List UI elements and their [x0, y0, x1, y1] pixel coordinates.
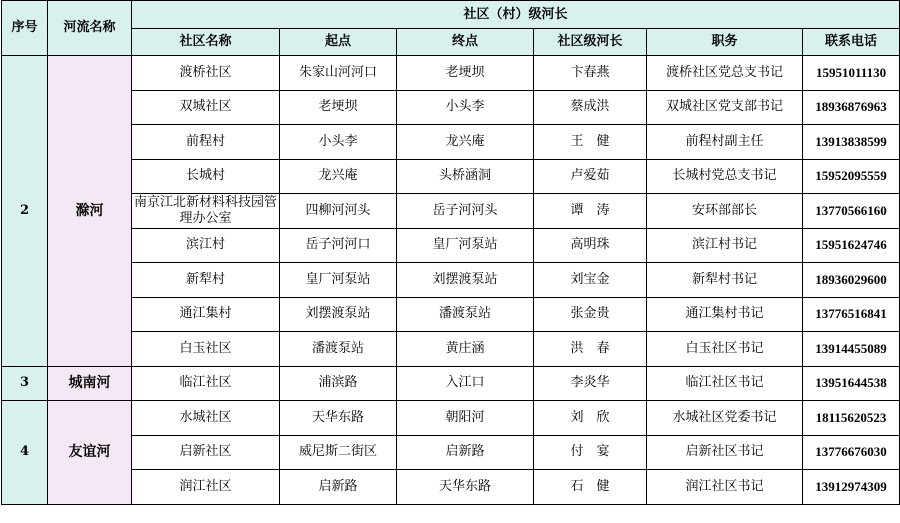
- table-row: [2, 297, 900, 332]
- cell-phone: 13951644538: [803, 366, 900, 401]
- table-row: [2, 470, 900, 505]
- cell-chief: 蔡成洪: [534, 90, 647, 125]
- cell-phone: 13776516841: [803, 297, 900, 332]
- table-row: [2, 56, 900, 91]
- cell-chief: 张金贵: [534, 297, 647, 332]
- cell-community: 新犁村: [132, 263, 280, 298]
- cell-end: 天华东路: [397, 470, 534, 505]
- cell-community: 水城社区: [132, 401, 280, 436]
- cell-end: 入江口: [397, 366, 534, 401]
- cell-phone: 15952095559: [803, 159, 900, 194]
- cell-community: 润江社区: [132, 470, 280, 505]
- row-index: 4: [2, 401, 48, 505]
- header-phone: 联系电话: [803, 29, 900, 56]
- cell-start: 皇厂河泵站: [280, 263, 397, 298]
- cell-start: 龙兴庵: [280, 159, 397, 194]
- cell-phone: 18115620523: [803, 401, 900, 436]
- cell-position: 长城村党总支书记: [647, 159, 803, 194]
- river-name: 滁河: [48, 56, 132, 367]
- cell-position: 滨江村书记: [647, 228, 803, 263]
- cell-phone: 15951624746: [803, 228, 900, 263]
- cell-start: 小头李: [280, 125, 397, 160]
- cell-community: 长城村: [132, 159, 280, 194]
- cell-start: 天华东路: [280, 401, 397, 436]
- cell-start: 岳子河河口: [280, 228, 397, 263]
- header-river: 河流名称: [48, 1, 132, 56]
- table-row: [2, 90, 900, 125]
- cell-position: 渡桥社区党总支书记: [647, 56, 803, 91]
- row-index: 3: [2, 366, 48, 401]
- cell-start: 浦滨路: [280, 366, 397, 401]
- cell-community: 启新社区: [132, 435, 280, 470]
- cell-position: 白玉社区书记: [647, 332, 803, 367]
- cell-phone: 13913838599: [803, 125, 900, 160]
- cell-community: 前程村: [132, 125, 280, 160]
- cell-start: 潘渡泵站: [280, 332, 397, 367]
- cell-chief: 李炎华: [534, 366, 647, 401]
- cell-community: 滨江村: [132, 228, 280, 263]
- river-name: 友谊河: [48, 401, 132, 505]
- cell-chief: 付 宴: [534, 435, 647, 470]
- cell-end: 启新路: [397, 435, 534, 470]
- cell-community: 渡桥社区: [132, 56, 280, 91]
- table-row: [2, 159, 900, 194]
- table-row: [2, 435, 900, 470]
- cell-position: 前程村副主任: [647, 125, 803, 160]
- cell-community: 白玉社区: [132, 332, 280, 367]
- header-community: 社区名称: [132, 29, 280, 56]
- cell-start: 威尼斯二街区: [280, 435, 397, 470]
- cell-end: 头桥涵洞: [397, 159, 534, 194]
- cell-chief: 卞春燕: [534, 56, 647, 91]
- cell-chief: 洪 春: [534, 332, 647, 367]
- cell-start: 刘摆渡泵站: [280, 297, 397, 332]
- cell-position: 通江集村书记: [647, 297, 803, 332]
- cell-phone: 13914455089: [803, 332, 900, 367]
- cell-end: 皇厂河泵站: [397, 228, 534, 263]
- cell-end: 小头李: [397, 90, 534, 125]
- header-position: 职务: [647, 29, 803, 56]
- cell-community: 临江社区: [132, 366, 280, 401]
- cell-start: 启新路: [280, 470, 397, 505]
- table-row: [2, 332, 900, 367]
- cell-end: 岳子河河头: [397, 194, 534, 229]
- river-chief-table: [1, 0, 900, 505]
- cell-phone: 18936029600: [803, 263, 900, 298]
- cell-position: 水城社区党委书记: [647, 401, 803, 436]
- cell-chief: 卢爱茹: [534, 159, 647, 194]
- cell-end: 朝阳河: [397, 401, 534, 436]
- table-row: [2, 401, 900, 436]
- table-row: [2, 263, 900, 298]
- cell-phone: 13776676030: [803, 435, 900, 470]
- header-group: 社区（村）级河长: [132, 1, 900, 29]
- river-name: 城南河: [48, 366, 132, 401]
- cell-position: 新犁村书记: [647, 263, 803, 298]
- header-index: 序号: [2, 1, 48, 56]
- cell-position: 临江社区书记: [647, 366, 803, 401]
- cell-end: 潘渡泵站: [397, 297, 534, 332]
- cell-end: 老埂坝: [397, 56, 534, 91]
- cell-chief: 高明珠: [534, 228, 647, 263]
- cell-start: 朱家山河河口: [280, 56, 397, 91]
- cell-end: 龙兴庵: [397, 125, 534, 160]
- cell-position: 双城社区党支部书记: [647, 90, 803, 125]
- header-start: 起点: [280, 29, 397, 56]
- header-chief: 社区级河长: [534, 29, 647, 56]
- cell-community: 双城社区: [132, 90, 280, 125]
- cell-phone: 18936876963: [803, 90, 900, 125]
- header-end: 终点: [397, 29, 534, 56]
- table-row: [2, 228, 900, 263]
- cell-start: 四柳河河头: [280, 194, 397, 229]
- cell-chief: 王 健: [534, 125, 647, 160]
- cell-position: 润江社区书记: [647, 470, 803, 505]
- cell-chief: 刘宝金: [534, 263, 647, 298]
- cell-phone: 13912974309: [803, 470, 900, 505]
- cell-community: 南京江北新材料科技园管理办公室: [132, 194, 280, 229]
- cell-end: 刘摆渡泵站: [397, 263, 534, 298]
- cell-chief: 刘 欣: [534, 401, 647, 436]
- table-row: [2, 366, 900, 401]
- cell-position: 安环部部长: [647, 194, 803, 229]
- table-row: [2, 125, 900, 160]
- cell-chief: 谭 涛: [534, 194, 647, 229]
- cell-community: 通江集村: [132, 297, 280, 332]
- cell-position: 启新社区书记: [647, 435, 803, 470]
- cell-end: 黄庄涵: [397, 332, 534, 367]
- cell-chief: 石 健: [534, 470, 647, 505]
- cell-phone: 13770566160: [803, 194, 900, 229]
- table-row: [2, 194, 900, 229]
- row-index: 2: [2, 56, 48, 367]
- cell-start: 老埂坝: [280, 90, 397, 125]
- cell-phone: 15951011130: [803, 56, 900, 91]
